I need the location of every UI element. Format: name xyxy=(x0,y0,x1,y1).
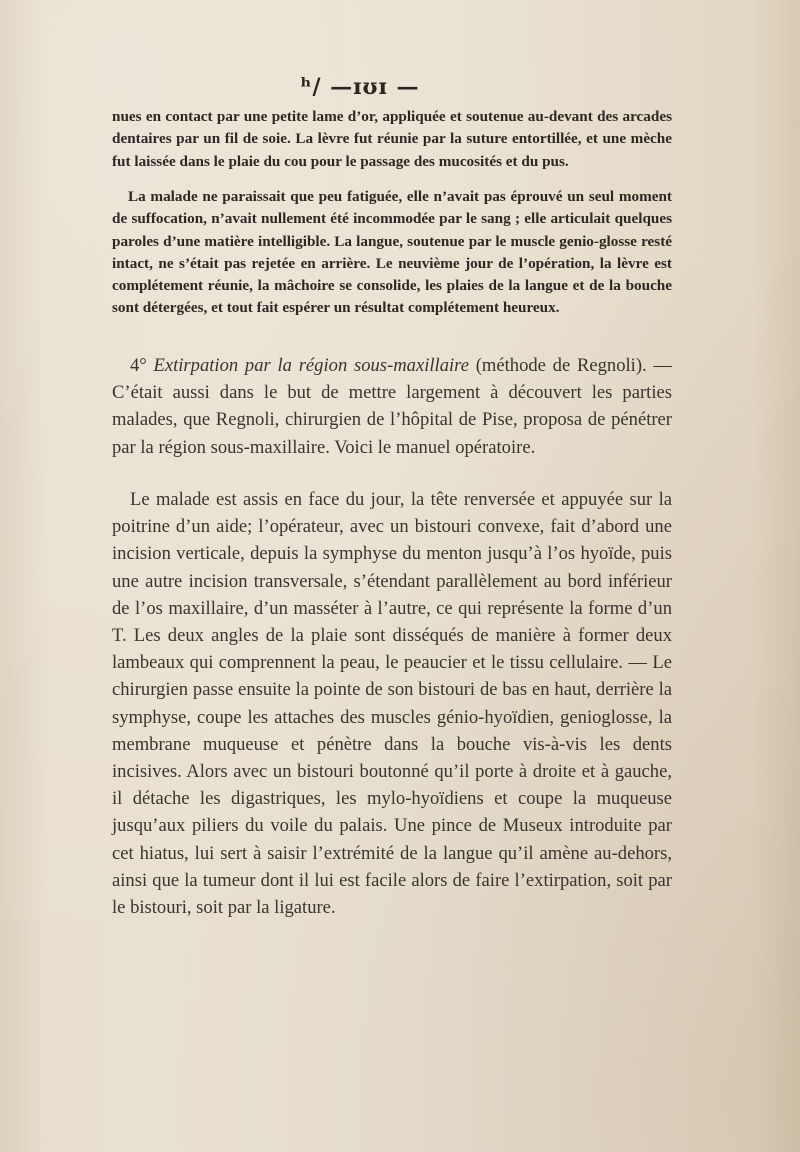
section-heading-paragraph xyxy=(112,352,672,461)
paragraph-recovery xyxy=(112,186,672,320)
section-text: (méthode de Regnoli). — C’était aussi dans le but de mettre largement à découvert les parties malades, que Regnoli, chirurgien de l’hôpital de Pise, proposa de pénétrer par la région sous-maxillaire. Voici le manuel opératoire. xyxy=(112,355,673,458)
section-paragraph xyxy=(112,352,672,461)
paragraph-text: nues en contact par une petite lame d’or, appliquée et soutenue au-devant des arcades dentaires par un fil de soie. La lèvre fut réunie par la suture entortillée, et une mèche fut laissée dans le plaie du cou pour le passage des mucosités et du pus. xyxy=(112,108,672,170)
section-number: 4° xyxy=(130,355,147,376)
paragraph-text: Le malade est assis en face du jour, la tête renversée et appuyée sur la poitrine d’un aide; l’opérateur, avec un bistouri convexe, fait d’abord une incision verticale, depuis la symphyse du menton jusqu’à l’os hyoïde, puis une autre incision transversale, s’étendant parallèlement au bord inférieur de l’os maxillaire, d’un masséter à l’autre, ce qui représente la forme d’un T. Les deux angles de la plaie sont disséqués de manière à former deux lambeaux qui comprennent la peau, le peaucier et le tissu cellulaire. — Le chirurgien passe ensuite la pointe de son bistouri de bas en haut, derrière la symphyse, coupe les attaches des muscles génio-hyoïdien, genioglosse, la membrane muqueuse et pénètre dans la bouche vis-à-vis les dents incisives. Alors avec un bistouri boutonné qu’il porte à droite et à gauche, il détache les digastriques, les mylo-hyoïdiens et coupe la muqueuse jusqu’aux piliers du voile du palais. Une pince de Museux introduite par cet hiatus, lui sert à saisir l’extrémité de la langue qu’il amène au-dehors, ainsi que la tumeur dont il lui est facile alors de faire l’extirpation, soit par le bistouri, soit par la ligature. xyxy=(112,489,672,919)
paragraph-text: La malade ne paraissait que peu fatiguée, elle n’avait pas éprouvé un seul moment de suffocation, n’avait nullement été incommodée par le sang ; elle articulait quelques paroles d’une matière intelligible. La langue, soutenue par le muscle genio-glosse resté intact, ne s’était pas rejetée en arrière. Le neuvième jour de l’opération, la lèvre est complétement réunie, la mâchoire se consolide, les plaies de la langue et de la bouche sont détergées, et tout fait espérer un résultat complétement heureux. xyxy=(112,188,672,317)
paragraph-procedure xyxy=(112,486,672,921)
running-head: ʰ/ —ɪʊɪ — xyxy=(300,74,420,100)
section-title: Extirpation par la région sous-maxillaire xyxy=(153,355,469,376)
paragraph-continuation xyxy=(112,106,672,173)
